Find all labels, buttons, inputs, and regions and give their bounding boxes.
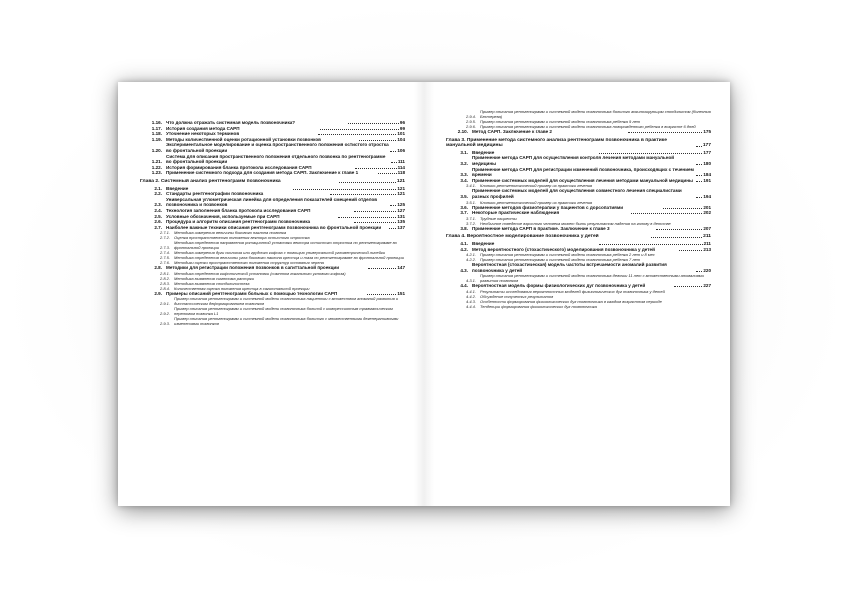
toc-entry-number: 2.9.1.: [159, 301, 170, 307]
toc-entry-number: 2.9.6.: [465, 124, 476, 129]
toc-leader-dots: [389, 228, 396, 229]
toc-entry-number: 4.1.: [460, 240, 468, 246]
toc-entry-number: 2.2.: [154, 191, 162, 197]
toc-page-number: 175: [703, 129, 712, 134]
toc-entry-title: Пример описания рентгенограмм и системной модели позвоночника больной с компрессионным травматическим переломом позвонка L1: [174, 306, 393, 317]
toc-entry-number: 3.4.1.: [465, 183, 476, 189]
toc-page-number: 180: [703, 160, 711, 166]
toc-entry-number: 2.9.2.: [159, 311, 170, 317]
toc-leader-dots: [359, 140, 396, 141]
toc-leader-dots: [651, 237, 702, 238]
toc-leader-dots: [390, 151, 396, 152]
toc-entry-title: Метод САРП. Заключение к главе 2: [472, 129, 552, 134]
toc-entry-title: Пример описания рентгенограмм и системной модели позвоночника ребенка 2 лет и 8 мес: [480, 252, 655, 258]
toc-leader-dots: [628, 132, 703, 133]
toc-entry-title: История формирования бланка протокола исследования САРП: [166, 164, 312, 170]
toc-subsection: [446, 109, 711, 119]
toc-entry-title: Введение: [166, 185, 189, 191]
toc-entry-title: Методика определения направления ротационной установки вектора остистого отростка по рентгенограмме во фронтальной проекции: [174, 240, 397, 251]
toc-page-number: 127: [397, 207, 406, 213]
toc-entry-title: Методики для регистрации положения позвонков в сагиттальной проекции: [166, 265, 340, 271]
toc-entry-title: Примеры описаний рентгенограмм больных с помощью технологии САРП: [166, 290, 338, 296]
toc-page-number: 121: [397, 191, 406, 197]
toc-page-number: 106: [397, 147, 405, 153]
toc-subsection: [140, 240, 405, 250]
toc-entry-title: Методы количественной оценки ротационной установки позвонков: [166, 136, 321, 142]
toc-leader-dots: [320, 129, 399, 130]
toc-page-number: 177: [703, 149, 711, 155]
toc-page-number: 111: [397, 159, 405, 165]
toc-section: [140, 142, 405, 153]
toc-entry-number: 2.5.: [154, 213, 162, 219]
toc-leader-dots: [348, 123, 399, 124]
toc-page-number: 147: [397, 265, 406, 271]
toc-entry-title: Применение системных моделей для осуществления лечения методами мануальной медицины: [472, 177, 693, 183]
toc-entry-title: Пример описания рентгенограмм и системной модели позвоночника ребенка 7 лет: [480, 257, 641, 263]
toc-entry-title: Применение системного подхода для создания метода САРП. Заключение к главе 1: [166, 170, 359, 176]
toc-entry-number: 2.8.1.: [159, 270, 170, 276]
toc-entry-number: 1.23.: [151, 170, 162, 176]
toc-page-number: 211: [703, 240, 711, 246]
toc-leader-dots: [631, 213, 702, 214]
toc-entry-number: 1.18.: [151, 131, 162, 137]
toc-entry-title: Пример описания рентгенограмм и системной модели позвоночника больного анкилозирующим спондилитом (болезнью Бехтерева): [480, 109, 711, 119]
toc-leader-dots: [318, 134, 396, 135]
toc-subsection: [140, 306, 405, 316]
toc-entry-number: 1.20.: [151, 147, 162, 153]
left-toc-list: [140, 120, 405, 326]
toc-page-number: 177: [702, 143, 711, 149]
toc-page-number: 220: [703, 267, 711, 273]
toc-entry-title: Пример описания рентгенограмм и системной модели позвоночника девочки 11 лет с множественными аномалиями развития позвонков: [480, 273, 704, 284]
toc-section: [446, 188, 711, 199]
toc-leader-dots: [367, 294, 396, 295]
toc-entry-title: Экспериментальное моделирование и оценка пространственного положения остистого отростка во фронтальной проекции: [166, 142, 389, 153]
right-page: [424, 82, 730, 506]
toc-entry-title: Некоторые практические наблюдения: [472, 210, 560, 216]
toc-entry-number: 4.4.4.: [465, 303, 476, 309]
toc-leader-dots: [696, 181, 702, 182]
toc-entry-title: Технология заполнения бланка протокола исследования САРП: [166, 207, 311, 213]
toc-entry-title: Применение методов физиотерапии у пациентов с дорсопатиями: [472, 204, 624, 210]
toc-entry-number: 3.7.1.: [465, 215, 476, 221]
toc-entry-number: 2.8.3.: [159, 280, 170, 286]
toc-leader-dots: [339, 182, 396, 183]
toc-entry-title: Наиболее важные техники описания рентгенограмм позвоночника во фронтальной проекции: [166, 224, 382, 230]
toc-entry-title: Пример описания рентгенограмм и системной модели позвоночника ребенка 9 лет: [480, 119, 641, 124]
toc-entry-title: Стандарты рентгенографии позвоночника: [166, 191, 264, 197]
toc-leader-dots: [368, 268, 396, 269]
toc-section: [446, 155, 711, 166]
toc-entry-title: Процедура и алгоритм описания рентгенограмм позвоночника: [166, 219, 311, 225]
toc-page-number: 207: [703, 225, 712, 231]
toc-page-number: 191: [703, 177, 711, 183]
toc-entry-title: Введение: [472, 240, 495, 246]
toc-entry-number: 2.7.3.: [159, 245, 170, 251]
toc-entry-title: История создания метода САРП: [166, 125, 240, 131]
left-page: [118, 82, 424, 506]
toc-entry-number: 2.7.4.: [159, 250, 170, 256]
toc-entry-number: 3.3.: [460, 172, 468, 178]
toc-entry-number: 4.4.1.: [465, 288, 476, 294]
toc-section: [140, 154, 405, 165]
toc-entry-title: Методика выявления симптома распорки: [174, 275, 254, 281]
toc-page-number: 184: [703, 172, 711, 178]
toc-entry-title: Универсальная углометрическая линейка для определения показателей смещений отделов позвоночника и позвонков: [166, 196, 378, 208]
toc-entry-title: Обсуждение полученных результатов: [480, 293, 554, 299]
toc-leader-dots: [674, 286, 702, 287]
toc-leader-dots: [663, 208, 702, 209]
toc-leader-dots: [599, 153, 703, 154]
toc-entry-title: Применение метода САРП в практике. Заключение к главе 3: [472, 225, 610, 231]
toc-entry-number: 2.9.4.: [465, 114, 476, 119]
toc-entry-title: Оценка пространственного положения вектора остистого отростка: [174, 235, 310, 241]
toc-entry-title: Глава 2. Системный анализ рентгенограмм позвоночника: [140, 178, 281, 184]
toc-entry-number: 1.19.: [151, 136, 162, 142]
toc-page-number: 211: [703, 234, 711, 240]
toc-entry-title: Применение системных моделей для осуществления совместного лечения специалистами разных профилей: [472, 188, 682, 199]
toc-entry-title: Система для описания пространственного положения отдельного позвонка по рентгенограмме во фронтальной проекции: [166, 153, 386, 165]
toc-leader-dots: [330, 194, 396, 195]
toc-entry-number: 1.17.: [151, 125, 162, 131]
toc-entry-title: Методика определения кифотической установки (симптом локального углового кифоза): [174, 270, 346, 276]
toc-page-number: 227: [703, 283, 712, 289]
toc-entry-number: 2.8.2.: [159, 275, 170, 281]
toc-entry-number: 2.10.: [457, 129, 468, 134]
toc-entry-number: 3.1.: [460, 149, 468, 155]
toc-entry-title: Клинико-рентгенологический пример из практики лечения: [480, 183, 593, 189]
toc-page-number: 118: [397, 170, 406, 176]
toc-entry-title: Методика измерения величины бокового наклона позвонка: [174, 230, 287, 236]
toc-entry-number: 1.21.: [151, 159, 162, 165]
toc-chapter: [446, 138, 711, 149]
toc-page-number: 201: [703, 204, 712, 210]
toc-page-number: 96: [399, 120, 406, 125]
toc-entry-title: Метод вероятностного (стохастического) моделирования позвоночника у детей: [472, 246, 655, 252]
toc-entry-title: Что должна отражать системная модель позвоночника?: [166, 120, 296, 125]
toc-leader-dots: [390, 205, 396, 206]
toc-entry-title: Необычное поведение взрослого человека может быть результатом падения на голову в детстве: [480, 220, 671, 226]
toc-entry-number: 4.4.: [460, 283, 468, 289]
toc-entry-number: 3.4.: [460, 177, 468, 183]
toc-entry-number: 2.9.5.: [465, 119, 476, 124]
toc-entry-number: 2.7.1.: [159, 230, 170, 236]
toc-entry-number: 3.8.: [460, 225, 468, 231]
toc-entry-title: Трудные пациенты: [480, 215, 517, 221]
toc-entry-title: Пример описания рентгенограмм и системной модели позвоночника новорожденного ребенка в возрасте 6 дней: [480, 124, 696, 129]
toc-entry-title: Методика определения величины угла бокового наклона крестца и таза по рентгенограмме во фронтальной проекции: [174, 255, 404, 261]
toc-page-number: 194: [703, 193, 711, 199]
toc-entry-number: 4.4.3.: [465, 298, 476, 304]
toc-leader-dots: [354, 222, 397, 223]
toc-entry-title: Количественная оценка положения крестца в сагиттальной проекции: [174, 285, 310, 291]
toc-subsection: [140, 316, 405, 326]
toc-section: [140, 170, 405, 176]
toc-leader-dots: [696, 197, 702, 198]
toc-entry-title: Результаты исследования вероятностных моделей физиологических дуг позвоночника у детей: [480, 288, 665, 294]
toc-entry-title: Глава 4. Вероятностное моделирование позвоночника у детей: [446, 234, 599, 240]
toc-leader-dots: [696, 164, 702, 165]
toc-entry-number: 2.7.5.: [159, 255, 170, 261]
toc-entry-number: 2.9.: [154, 290, 162, 296]
toc-leader-dots: [355, 168, 397, 169]
toc-entry-title: Клинико-рентгенологический пример из практики лечения: [480, 199, 593, 205]
toc-page-number: 131: [397, 213, 405, 219]
toc-entry-number: 2.6.: [154, 219, 162, 225]
toc-page-number: 99: [399, 125, 406, 131]
toc-page-number: 121: [396, 178, 406, 184]
toc-entry-title: Условные обозначения, используемые при САРП: [166, 213, 280, 219]
toc-chapter: [446, 234, 711, 240]
toc-leader-dots: [696, 146, 702, 147]
toc-entry-title: Методика измерения дуги сколиоза или грудного кифоза с помощью универсальной углометрической линейки: [174, 250, 386, 256]
toc-entry-number: 2.7.2.: [159, 235, 170, 241]
toc-leader-dots: [338, 217, 396, 218]
toc-leader-dots: [696, 175, 702, 176]
toc-entry-number: 4.2.2.: [465, 257, 476, 263]
toc-page-number: 213: [703, 246, 712, 252]
toc-leader-dots: [354, 211, 396, 212]
toc-entry-number: 2.7.6.: [159, 260, 170, 266]
toc-section: [446, 262, 711, 273]
toc-page-number: 125: [397, 202, 405, 208]
toc-entry-title: Пример описания рентгенограмм и системной модели позвоночника больного с множественными дегенеративными изменениями позвонков: [174, 316, 399, 327]
toc-section: [140, 197, 405, 208]
toc-entry-title: Применение метода САРП для регистрации изменений позвоночника, происходящих с течением времени: [472, 166, 694, 178]
toc-entry-number: 2.9.3.: [159, 321, 170, 327]
toc-entry-title: Введение: [472, 149, 495, 155]
toc-entry-number: 1.16.: [151, 120, 162, 125]
toc-entry-title: Пример описания рентгенограмм и системной модели позвоночника пациентки с множеством аномалий развития и диспластическим деформированием позвонков: [174, 296, 399, 307]
toc-entry-number: 4.2.1.: [465, 252, 476, 258]
book-gutter: [414, 82, 434, 506]
toc-entry-number: 3.5.: [460, 193, 468, 199]
toc-entry-title: Уточнение некоторых терминов: [166, 131, 240, 137]
toc-entry-number: 1.22.: [151, 164, 162, 170]
toc-entry-number: 3.7.2.: [465, 220, 476, 226]
toc-entry-number: 3.6.: [460, 204, 468, 210]
toc-section: [446, 129, 711, 135]
toc-leader-dots: [656, 229, 702, 230]
toc-entry-title: Особенности формирования физиологических дуг позвоночника в каждом возрастном периоде: [480, 298, 662, 304]
toc-entry-number: 3.5.1.: [465, 199, 476, 205]
toc-subsection: [446, 304, 711, 309]
toc-section: [446, 226, 711, 232]
toc-entry-title: Методика выявления спондилолистеза: [174, 280, 250, 286]
toc-entry-title: Вероятностная модель формы физиологических дуг позвоночника у детей: [472, 283, 646, 289]
toc-entry-title: Применение метода САРП для осуществления контроля лечения методами мануальной медицины: [472, 155, 675, 166]
toc-page-number: 101: [397, 131, 406, 137]
toc-entry-number: 2.4.: [154, 207, 162, 213]
toc-entry-number: 4.3.1.: [465, 278, 476, 284]
toc-leader-dots: [391, 162, 397, 163]
toc-entry-number: 2.3.: [154, 202, 162, 208]
toc-entry-title: Вероятностная (стохастическая) модель частоты встречаемости аномалий развития позвоночника у детей: [472, 262, 667, 273]
toc-entry-number: 2.1.: [154, 185, 162, 191]
toc-entry-number: 2.8.4.: [159, 285, 170, 291]
toc-page-number: 135: [397, 219, 406, 225]
toc-section: [446, 167, 711, 178]
toc-subsection: [446, 273, 711, 283]
toc-entry-number: 2.8.: [154, 265, 162, 271]
toc-entry-number: 2.7.: [154, 224, 162, 230]
toc-page-number: 151: [397, 290, 405, 296]
open-book-spread: [118, 82, 730, 506]
toc-page-number: 121: [397, 185, 405, 191]
toc-entry-number: 4.3.: [460, 267, 468, 273]
toc-page-number: 104: [397, 136, 405, 142]
toc-leader-dots: [293, 189, 397, 190]
toc-page-number: 202: [703, 210, 712, 216]
toc-entry-number: 3.7.: [460, 210, 468, 216]
toc-page-number: 137: [397, 224, 406, 230]
right-toc-list: [446, 109, 711, 309]
toc-entry-title: Глава 3. Применение метода системного анализа рентгенограмм позвоночника в практике мануальной медицины: [446, 137, 667, 149]
toc-entry-number: 4.2.: [460, 246, 468, 252]
toc-page-number: 114: [397, 164, 405, 170]
toc-leader-dots: [599, 244, 703, 245]
toc-entry-title: Тенденции формирования физиологических дуг позвоночника: [480, 303, 597, 309]
toc-subsection: [140, 296, 405, 306]
toc-entry-title: Методики оценки пространственного положения структур основания черепа: [174, 260, 324, 266]
toc-leader-dots: [696, 271, 702, 272]
toc-entry-number: 4.4.2.: [465, 293, 476, 299]
toc-entry-number: 3.2.: [460, 160, 468, 166]
toc-leader-dots: [679, 250, 702, 251]
toc-leader-dots: [378, 173, 397, 174]
toc-chapter: [140, 179, 405, 185]
